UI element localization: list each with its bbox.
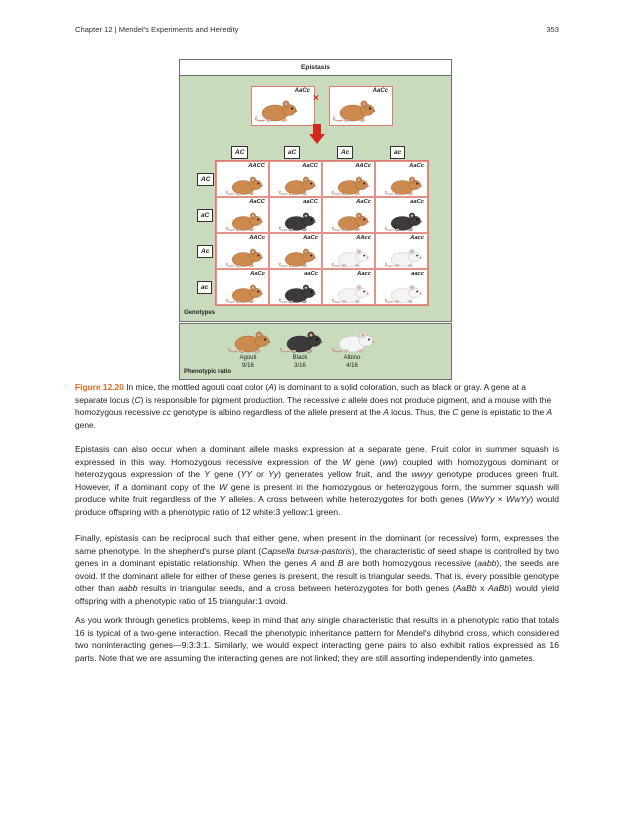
parent-left bbox=[251, 86, 315, 126]
figure-caption bbox=[75, 381, 559, 431]
gamete-top: ac bbox=[390, 146, 405, 159]
page-number: 353 bbox=[546, 25, 559, 34]
parent-genotype: AaCc bbox=[372, 88, 388, 94]
mouse-agouti-icon bbox=[385, 171, 425, 197]
mouse-icon bbox=[255, 95, 301, 123]
phenotype-name: Black bbox=[292, 355, 308, 361]
offspring-genotype: AAcc bbox=[356, 235, 371, 241]
phenotype-ratio: 3/16 bbox=[294, 362, 306, 369]
phenotype-albino bbox=[330, 355, 374, 370]
punnett-cell bbox=[375, 197, 428, 233]
punnett-cell bbox=[216, 233, 269, 269]
phenotype-agouti bbox=[226, 355, 270, 370]
mouse-agouti-icon bbox=[226, 171, 266, 197]
mouse-black-icon bbox=[279, 279, 319, 305]
offspring-genotype: AACC bbox=[248, 163, 265, 169]
mouse-agouti-icon bbox=[226, 243, 266, 269]
gamete-left: Ac bbox=[197, 245, 213, 258]
punnett-cell bbox=[216, 197, 269, 233]
epistasis-figure bbox=[179, 59, 452, 322]
offspring-genotype: aacc bbox=[411, 271, 424, 277]
phenotype-black bbox=[278, 355, 322, 370]
punnett-cell bbox=[322, 233, 375, 269]
mouse-icon bbox=[333, 95, 379, 123]
offspring-genotype: aaCc bbox=[304, 271, 318, 277]
mouse-albino-icon bbox=[332, 326, 378, 354]
gamete-top: AC bbox=[231, 146, 248, 159]
punnett-cell bbox=[216, 161, 269, 197]
mouse-albino-icon bbox=[385, 243, 425, 269]
punnett-square bbox=[215, 160, 429, 306]
mouse-agouti-icon bbox=[332, 207, 372, 233]
figure-number: Figure 12.20 bbox=[75, 382, 124, 392]
punnett-cell bbox=[216, 269, 269, 305]
offspring-genotype: AaCc bbox=[409, 163, 424, 169]
running-header: Chapter 12 | Mendel's Experiments and Heredity bbox=[75, 25, 239, 34]
offspring-genotype: Aacc bbox=[410, 235, 424, 241]
offspring-genotype: aaCC bbox=[303, 199, 318, 205]
offspring-genotype: AACc bbox=[249, 235, 265, 241]
figure-title: Epistasis bbox=[180, 60, 451, 76]
punnett-cell bbox=[269, 269, 322, 305]
phenotype-ratio: 9/16 bbox=[242, 362, 254, 369]
punnett-cell bbox=[322, 197, 375, 233]
paragraph: Epistasis can also occur when a dominant allele masks expression at a separate gene. Fruit color in summer squash is expressed in this way. Homozygous recessive expression of the W gene (ww) coupled with homozygous dominant or heterozygous expression of the Y gene (YY or Yy) generates yellow fruit, and the wwyy genotype produces green fruit. However, if a dominant copy of the W gene is present in the homozygous or heterozygous form, the summer squash will produce white fruit regardless of the Y alleles. A cross between white heterozygotes for both genes (WwYy × WwYy) would produce offspring with a phenotypic ratio of 12 white:3 yellow:1 green. bbox=[75, 444, 559, 517]
paragraph: As you work through genetics problems, keep in mind that any single characteristic that results in a phenotypic ratio that totals 16 is typical of a two-gene interaction. Recall the phenotypic inheritance pattern for Mendel's dihybrid cross, which considered two noninteracting genes—9:3:3:1. Similarly, we would expect interacting gene pairs to also exhibit ratios expressed as 16 parts. Note that we are assuming the interacting genes are not linked; they are still assorting independently into gametes. bbox=[75, 615, 559, 663]
mouse-albino-icon bbox=[332, 279, 372, 305]
mouse-black-icon bbox=[385, 207, 425, 233]
mouse-agouti-icon bbox=[226, 207, 266, 233]
mouse-black-icon bbox=[279, 207, 319, 233]
caption-text: In mice, the mottled agouti coat color (A) is dominant to a solid coloration, such as black or gray. A gene at a separate locus (C) is responsible for pigment production. The recessive c allele does not produce pigment, and a mouse with the homozygous recessive cc genotype is albino regardless of the allele present at the A locus. Thus, the C gene is epistatic to the A gene. bbox=[75, 382, 553, 430]
down-arrow-icon bbox=[309, 124, 325, 144]
punnett-cell bbox=[375, 269, 428, 305]
offspring-genotype: AaCc bbox=[250, 271, 265, 277]
phenotype-name: Agouti bbox=[239, 355, 257, 361]
gamete-left: aC bbox=[197, 209, 213, 222]
mouse-agouti-icon bbox=[226, 279, 266, 305]
gamete-left: ac bbox=[197, 281, 212, 294]
mouse-albino-icon bbox=[385, 279, 425, 305]
phenotype-name: Albino bbox=[343, 355, 361, 361]
parent-genotype: AaCc bbox=[294, 88, 310, 94]
offspring-genotype: AaCC bbox=[249, 199, 265, 205]
offspring-genotype: AACc bbox=[355, 163, 371, 169]
offspring-genotype: AaCC bbox=[302, 163, 318, 169]
punnett-cell bbox=[375, 233, 428, 269]
punnett-cell bbox=[269, 197, 322, 233]
punnett-cell bbox=[375, 161, 428, 197]
offspring-genotype: Aacc bbox=[357, 271, 371, 277]
paragraph: Finally, epistasis can be reciprocal such that either gene, when present in the dominant (or recessive) form, expresses the same phenotype. In the shepherd's purse plant (Capsella bursa-pastoris), the characteristic of seed shape is controlled by two genes in a dominant epistatic relationship. When the genes A and B are both homozygous recessive (aabb), the seeds are ovoid. If the dominant allele for either of these genes is present, the result is triangular seeds. That is, every possible genotype other than aabb results in triangular seeds, and a cross between heterozygotes for both genes (AaBb x AaBb) would yield offspring with a phenotypic ratio of 15 triangular:1 ovoid. bbox=[75, 533, 560, 606]
genotypes-label: Genotypes bbox=[184, 310, 216, 316]
phenotypic-ratio-panel bbox=[179, 323, 452, 380]
phenotypic-ratio-label: Phenotypic ratio bbox=[184, 369, 232, 375]
offspring-genotype: AaCc bbox=[303, 235, 318, 241]
parent-right bbox=[329, 86, 393, 126]
mouse-albino-icon bbox=[332, 243, 372, 269]
gamete-top: aC bbox=[284, 146, 300, 159]
punnett-cell bbox=[269, 161, 322, 197]
mouse-agouti-icon bbox=[228, 326, 274, 354]
offspring-genotype: AaCc bbox=[356, 199, 371, 205]
offspring-genotype: aaCc bbox=[410, 199, 424, 205]
gamete-top: Ac bbox=[337, 146, 353, 159]
gamete-left: AC bbox=[197, 173, 214, 186]
mouse-agouti-icon bbox=[279, 171, 319, 197]
punnett-cell bbox=[322, 161, 375, 197]
punnett-cell bbox=[269, 233, 322, 269]
mouse-black-icon bbox=[280, 326, 326, 354]
mouse-agouti-icon bbox=[332, 171, 372, 197]
punnett-cell bbox=[322, 269, 375, 305]
phenotype-ratio: 4/16 bbox=[346, 362, 358, 369]
cross-sign: × bbox=[313, 93, 319, 104]
mouse-agouti-icon bbox=[279, 243, 319, 269]
